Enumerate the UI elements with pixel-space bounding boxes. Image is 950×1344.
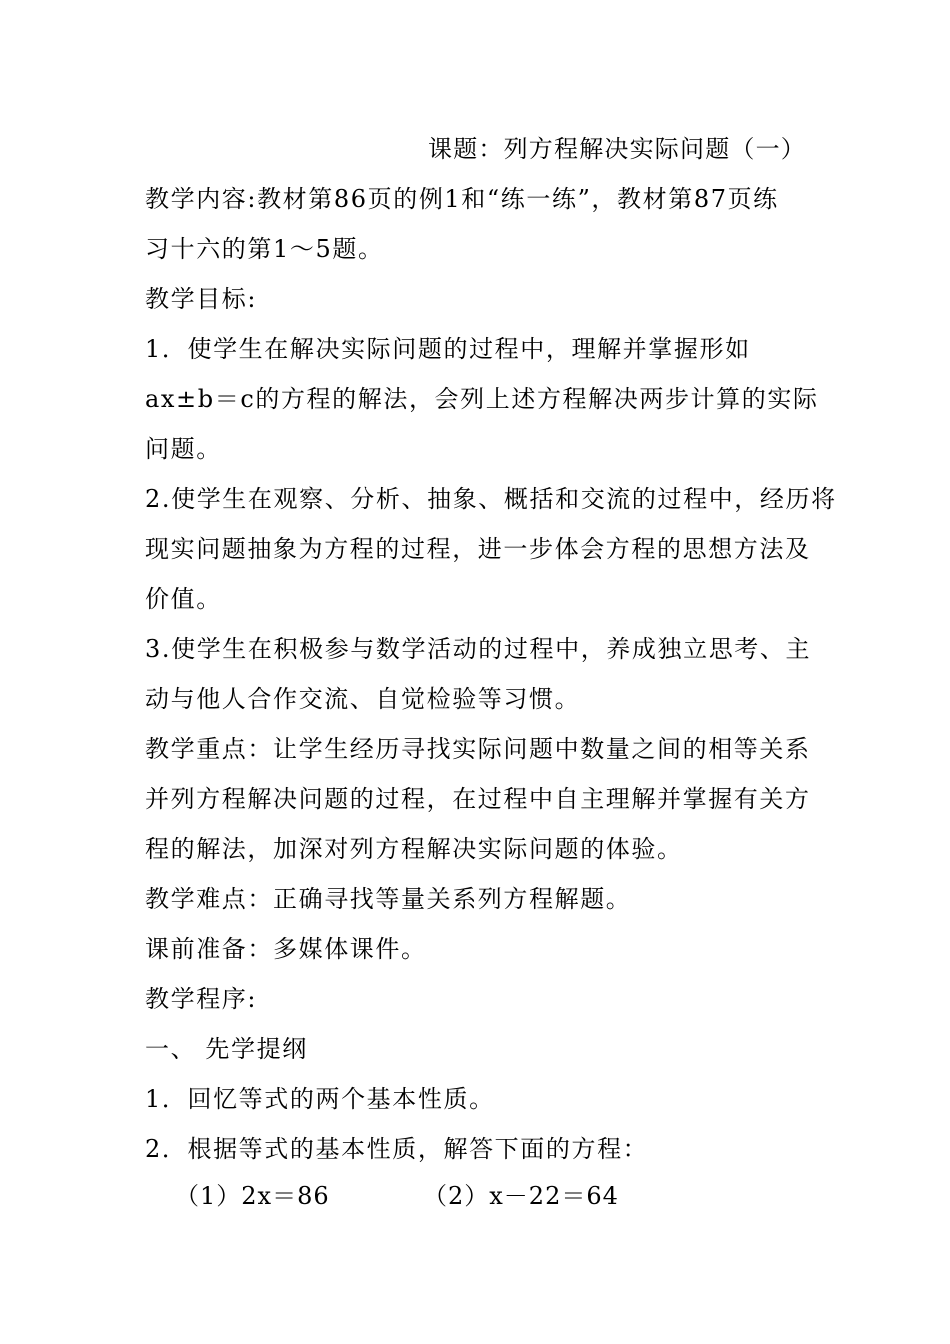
goal-2-line-2: 现实问题抽象为方程的过程，进一步体会方程的思想方法及 [145, 535, 811, 563]
teaching-content-line-1: 教学内容:教材第86页的例1和“练一练”，教材第87页练 [145, 185, 779, 213]
procedure-item-1: 1．回忆等式的两个基本性质。 [145, 1085, 495, 1113]
goal-3-line-2: 动与他人合作交流、自觉检验等习惯。 [145, 685, 581, 713]
difficult-point-line: 教学难点：正确寻找等量关系列方程解题。 [145, 885, 632, 913]
goal-1-line-1: 1．使学生在解决实际问题的过程中，理解并掌握形如 [145, 335, 751, 363]
goal-2-line-3: 价值。 [145, 585, 222, 613]
goal-1-line-2: ax±b＝c的方程的解法，会列上述方程解决两步计算的实际 [145, 385, 819, 413]
procedure-item-2: 2．根据等式的基本性质，解答下面的方程： [145, 1135, 649, 1163]
key-point-line-3: 程的解法，加深对列方程解决实际问题的体验。 [145, 835, 683, 863]
teaching-procedure-heading: 教学程序: [145, 985, 258, 1013]
key-point-line-2: 并列方程解决问题的过程，在过程中自主理解并掌握有关方 [145, 785, 811, 813]
goal-1-line-3: 问题。 [145, 435, 222, 463]
goal-3-line-1: 3.使学生在积极参与数学活动的过程中，养成独立思考、主 [145, 635, 812, 663]
section-1-heading: 一、 先学提纲 [145, 1035, 308, 1063]
teaching-content-line-2: 习十六的第1～5题。 [145, 235, 384, 263]
equation-1: （1）2x＝86 [175, 1182, 330, 1210]
equation-2: （2）x－22＝64 [423, 1182, 619, 1210]
teaching-goals-heading: 教学目标: [145, 285, 258, 313]
lesson-title: 课题：列方程解决实际问题（一） [428, 135, 806, 163]
key-point-line-1: 教学重点：让学生经历寻找实际问题中数量之间的相等关系 [145, 735, 811, 763]
preparation-line: 课前准备：多媒体课件。 [145, 935, 427, 963]
goal-2-line-1: 2.使学生在观察、分析、抽象、概括和交流的过程中，经历将 [145, 485, 837, 513]
